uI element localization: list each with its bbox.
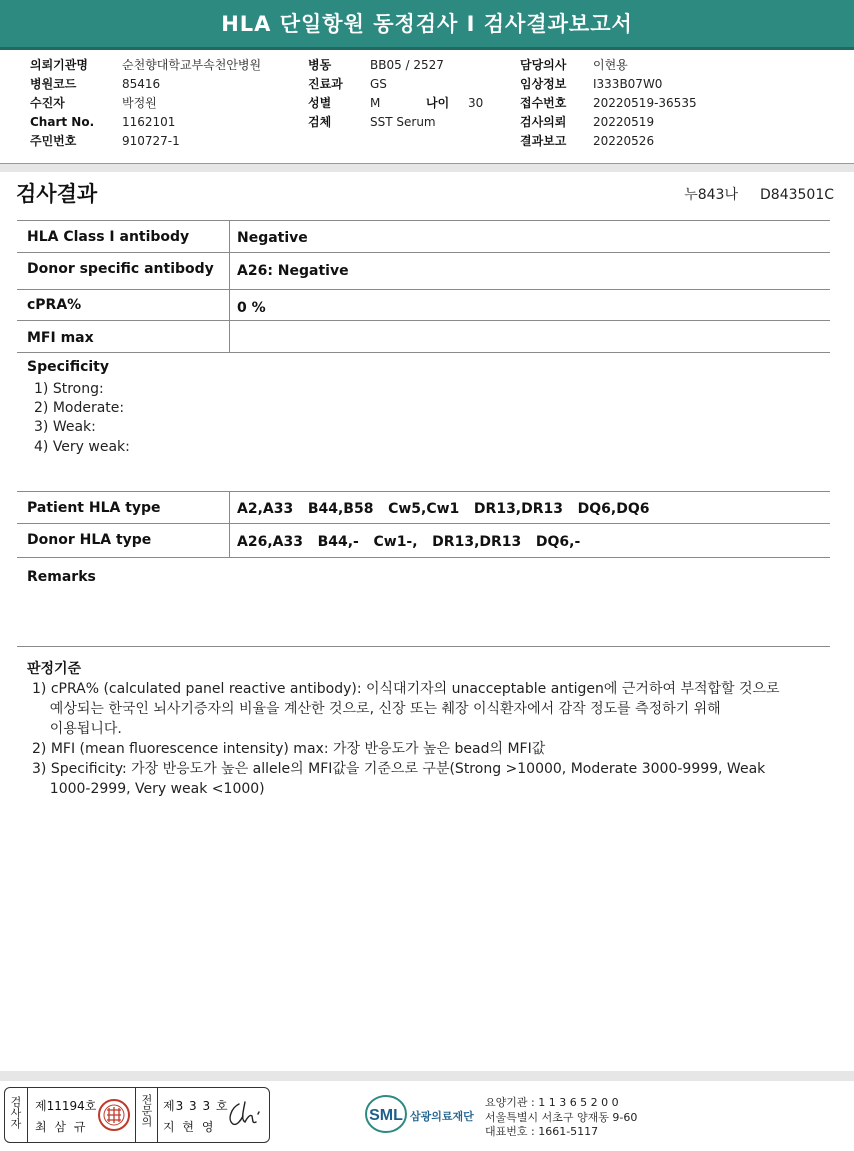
specialist-license-no: 제3 3 3 호 xyxy=(163,1099,229,1113)
examiner-label-text: 검사자 xyxy=(9,1096,22,1129)
table-row xyxy=(17,220,830,253)
row-value-class1: Negative xyxy=(237,230,308,246)
row-value-cpra: 0 % xyxy=(237,300,266,316)
table-row xyxy=(17,491,830,524)
table-row xyxy=(17,523,830,558)
label-department: 진료과 xyxy=(308,77,343,91)
criteria-list xyxy=(32,679,780,799)
results-table xyxy=(17,220,830,560)
value-chart-no: 1162101 xyxy=(122,115,176,129)
examiner-label xyxy=(9,1096,21,1132)
label-patient: 수진자 xyxy=(30,96,65,110)
value-department: GS xyxy=(370,77,387,91)
row-value-patient-hla: A2,A33 B44,B58 Cw5,Cw1 DR13,DR13 DQ6,DQ6 xyxy=(237,501,650,517)
table-row xyxy=(17,320,830,353)
row-value-dsa: A26: Negative xyxy=(237,263,349,279)
criteria-title: 판정기준 xyxy=(27,661,82,677)
specificity-label: Specificity xyxy=(27,359,109,375)
header-gray-band xyxy=(0,164,854,172)
org-info-line: 요양기관 : 1 1 3 6 5 2 0 0 xyxy=(485,1096,619,1109)
label-id-number: 주민번호 xyxy=(30,134,77,148)
row-value-donor-hla: A26,A33 B44,- Cw1-, DR13,DR13 DQ6,- xyxy=(237,534,581,550)
label-request-date: 검사의뢰 xyxy=(520,115,567,129)
value-id-number: 910727-1 xyxy=(122,134,180,148)
row-label-class1: HLA Class I antibody xyxy=(27,229,190,245)
signature-box xyxy=(4,1087,270,1143)
value-doctor: 이현용 xyxy=(593,58,628,72)
value-age: 30 xyxy=(468,96,484,110)
signature-divider xyxy=(27,1088,28,1142)
patient-info-col3 xyxy=(520,56,697,151)
org-name: 삼광의료재단 xyxy=(410,1110,474,1123)
footer-gray-band xyxy=(0,1071,854,1081)
patient-info-col2 xyxy=(308,56,483,132)
org-info-line: 대표번호 : 1661-5117 xyxy=(485,1125,599,1138)
signature-divider xyxy=(135,1088,136,1142)
remarks-label: Remarks xyxy=(27,569,96,585)
specificity-item: 3) Weak: xyxy=(34,419,96,435)
value-clinical-info: I333B07W0 xyxy=(593,77,663,91)
specificity-item: 2) Moderate: xyxy=(34,400,125,416)
value-request-date: 20220519 xyxy=(593,115,655,129)
row-label-cpra: cPRA% xyxy=(27,297,82,313)
value-patient: 박정원 xyxy=(122,96,157,110)
specificity-block xyxy=(17,352,830,493)
results-section-title: 검사결과 xyxy=(16,182,98,206)
row-label-patient-hla: Patient HLA type xyxy=(27,500,161,516)
specialist-signature-icon xyxy=(223,1098,265,1132)
org-info-line: 서울특별시 서초구 양재동 9-60 xyxy=(485,1110,638,1124)
value-sex: M xyxy=(370,96,381,110)
value-hospital-code: 85416 xyxy=(122,77,161,91)
label-ward: 병동 xyxy=(308,58,332,72)
result-code-2: D843501C xyxy=(760,187,834,203)
criteria-line: 3) Specificity: 가장 반응도가 높은 allele의 MFI값을 기준으로 구분(Strong >10000, Moderate 3000-9999, Weak xyxy=(32,761,766,777)
label-age: 나이 xyxy=(426,96,450,110)
sml-logo-icon xyxy=(364,1093,408,1135)
remarks-divider xyxy=(17,646,830,647)
criteria-line: 예상되는 한국인 뇌사기증자의 비율을 계산한 것으로, 신장 또는 췌장 이식환자에서 감작 정도를 측정하기 위해 xyxy=(32,701,721,717)
report-title: HLA 단일항원 동정검사 I 검사결과보고서 xyxy=(221,12,633,36)
label-report-date: 결과보고 xyxy=(520,134,567,148)
label-chart-no: Chart No. xyxy=(30,115,95,129)
value-receipt-no: 20220519-36535 xyxy=(593,96,697,110)
examiner-name: 최 삼 규 xyxy=(35,1120,88,1134)
criteria-line: 1000-2999, Very weak <1000) xyxy=(32,781,265,797)
label-institution: 의뢰기관명 xyxy=(30,58,88,72)
label-sex: 성별 xyxy=(308,96,332,110)
table-bottom-border xyxy=(17,557,830,558)
criteria-line: 2) MFI (mean fluorescence intensity) max: 가장 반응도가 높은 bead의 MFI값 xyxy=(32,741,546,757)
value-institution: 순천향대학교부속천안병원 xyxy=(122,58,262,72)
value-ward: BB05 / 2527 xyxy=(370,58,444,72)
label-hospital-code: 병원코드 xyxy=(30,77,77,91)
result-code-1: 누843나 xyxy=(684,187,738,203)
label-doctor: 담당의사 xyxy=(520,58,567,72)
table-row xyxy=(17,252,830,290)
signature-divider xyxy=(157,1088,158,1142)
value-report-date: 20220526 xyxy=(593,134,655,148)
examiner-seal-icon xyxy=(97,1098,131,1132)
specialist-label-text: 전문의 xyxy=(140,1094,153,1127)
criteria-line: 1) cPRA% (calculated panel reactive antibody): 이식대기자의 unacceptable antigen에 근거하여 부적합할 것으로 xyxy=(32,681,780,697)
specificity-item: 4) Very weak: xyxy=(34,439,130,455)
column-divider xyxy=(229,220,230,352)
label-specimen: 검체 xyxy=(308,115,332,129)
criteria-line: 이용됩니다. xyxy=(32,721,122,737)
specialist-name: 지 현 영 xyxy=(163,1120,216,1134)
row-label-dsa: Donor specific antibody xyxy=(27,261,214,277)
org-info xyxy=(485,1096,637,1140)
sml-logo-text: SML xyxy=(369,1107,403,1124)
result-codes xyxy=(662,184,834,204)
table-row xyxy=(17,289,830,321)
row-label-donor-hla: Donor HLA type xyxy=(27,532,152,548)
column-divider xyxy=(229,491,230,557)
label-receipt-no: 접수번호 xyxy=(520,96,567,110)
patient-info-col1 xyxy=(30,56,261,151)
specialist-label xyxy=(139,1094,153,1130)
row-label-mfi: MFI max xyxy=(27,330,94,346)
examiner-license-no: 제11194호 xyxy=(35,1099,97,1113)
label-clinical-info: 임상정보 xyxy=(520,77,567,91)
specificity-item: 1) Strong: xyxy=(34,381,104,397)
value-specimen: SST Serum xyxy=(370,115,436,129)
